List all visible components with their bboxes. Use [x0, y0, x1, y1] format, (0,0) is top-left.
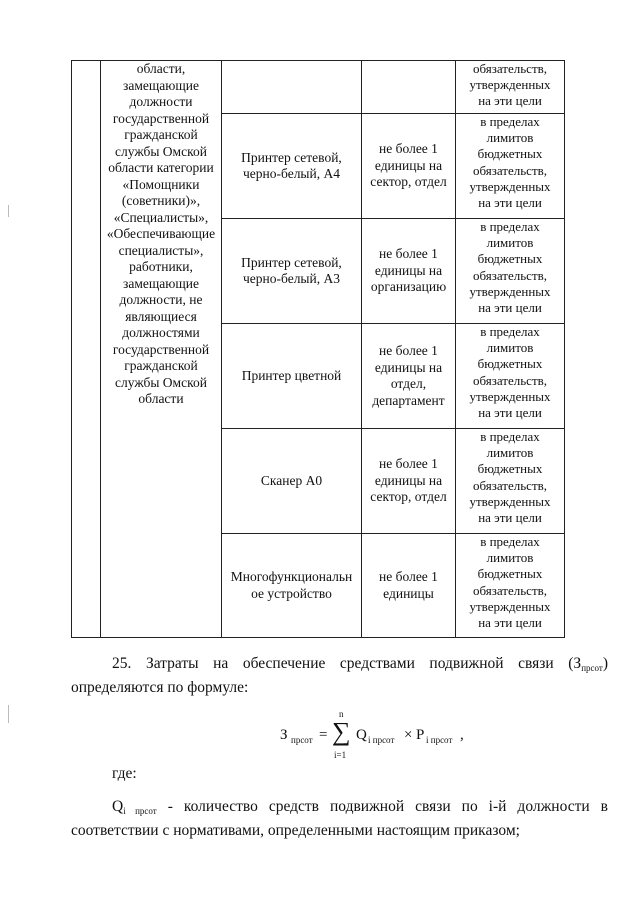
limit-cell: [456, 219, 565, 324]
item-text: Сканер А0: [260, 472, 323, 488]
item-text: Многофункциональн ое устройство: [230, 569, 353, 601]
formula-q: Q: [356, 727, 367, 743]
quantity-cell: [362, 534, 456, 638]
limit-cell: [456, 534, 565, 638]
paragraph-25-text-before: 25. Затраты на обеспечение средствами подвижной связи (З: [112, 655, 582, 672]
quantity-cell: [362, 61, 456, 114]
table-row: [72, 61, 565, 114]
formula-times: ×: [404, 727, 413, 743]
item-cell: [222, 219, 362, 324]
formula-z-subscript: прсот: [291, 735, 313, 745]
where-label: где:: [112, 765, 137, 782]
limit-cell: [456, 324, 565, 429]
item-text: Принтер сетевой, черно-белый, А4: [241, 149, 342, 181]
q-symbol: Q: [112, 798, 124, 815]
formula-equals: =: [319, 727, 328, 743]
scan-margin-mark: [8, 705, 9, 723]
paragraph-q-definition: [71, 797, 608, 841]
item-text: Принтер сетевой, черно-белый, А3: [241, 254, 342, 286]
limit-text: в пределах лимитов бюджетных обязательств, утвержденных на эти цели: [469, 534, 551, 631]
item-cell: [222, 534, 362, 638]
q-definition-text: - количество средств подвижной связи по i-й должности в соответствии с нормативами, определенными настоящим приказом;: [71, 798, 608, 839]
quantity-text: не более 1 единицы на организацию: [370, 246, 447, 295]
quantity-cell: [362, 114, 456, 219]
item-cell: [222, 324, 362, 429]
limit-text: в пределах лимитов бюджетных обязательств, утвержденных на эти цели: [469, 114, 551, 211]
position-cell: [101, 61, 222, 638]
quantity-cell: [362, 324, 456, 429]
equipment-norms-table: [71, 60, 565, 638]
formula-p-subscript: i прсот: [426, 735, 453, 745]
quantity-text: не более 1 единицы на сектор, отдел: [370, 141, 447, 190]
formula-upper-limit: n: [339, 709, 344, 719]
formula-lower-limit: i=1: [334, 750, 347, 760]
q-subscript: i прсот: [123, 806, 157, 816]
quantity-cell: [362, 429, 456, 534]
formula-q-subscript: i прсот: [368, 735, 395, 745]
quantity-cell: [362, 219, 456, 324]
formula-z: З: [280, 727, 288, 743]
quantity-text: не более 1 единицы на отдел, департамент: [372, 343, 445, 408]
item-cell: [222, 114, 362, 219]
number-cell: [72, 61, 101, 638]
limit-cell: [456, 114, 565, 219]
item-cell: [222, 61, 362, 114]
formula-p: P: [416, 727, 425, 743]
limit-text: в пределах лимитов бюджетных обязательств, утвержденных на эти цели: [469, 219, 551, 316]
formula-sum-sign: ∑: [332, 717, 351, 746]
paragraph-25: [71, 654, 608, 698]
item-text: Принтер цветной: [241, 367, 342, 383]
limit-cell: [456, 61, 565, 114]
limit-text: в пределах лимитов бюджетных обязательств, утвержденных на эти цели: [469, 429, 551, 526]
paragraph-25-text-after: ) определяются по формуле:: [71, 655, 608, 696]
quantity-text: не более 1 единицы: [379, 569, 438, 601]
position-text: области, замещающие должности государственной гражданской службы Омской области категории «Помощники (советники)», «Специалисты», «Обеспечивающие специалисты», работники, замещающие должности, не являющиеся должностями государственной гражданской службы Омской области: [106, 61, 216, 406]
quantity-text: не более 1 единицы на сектор, отдел: [370, 456, 447, 505]
paragraph-25-subscript: прсот: [581, 663, 603, 673]
limit-cell: [456, 429, 565, 534]
item-cell: [222, 429, 362, 534]
formula-comma: ,: [460, 727, 464, 743]
limit-text: в пределах лимитов бюджетных обязательств, утвержденных на эти цели: [469, 324, 551, 421]
limit-text: обязательств, утвержденных на эти цели: [469, 61, 551, 109]
scan-margin-mark: [8, 205, 9, 217]
